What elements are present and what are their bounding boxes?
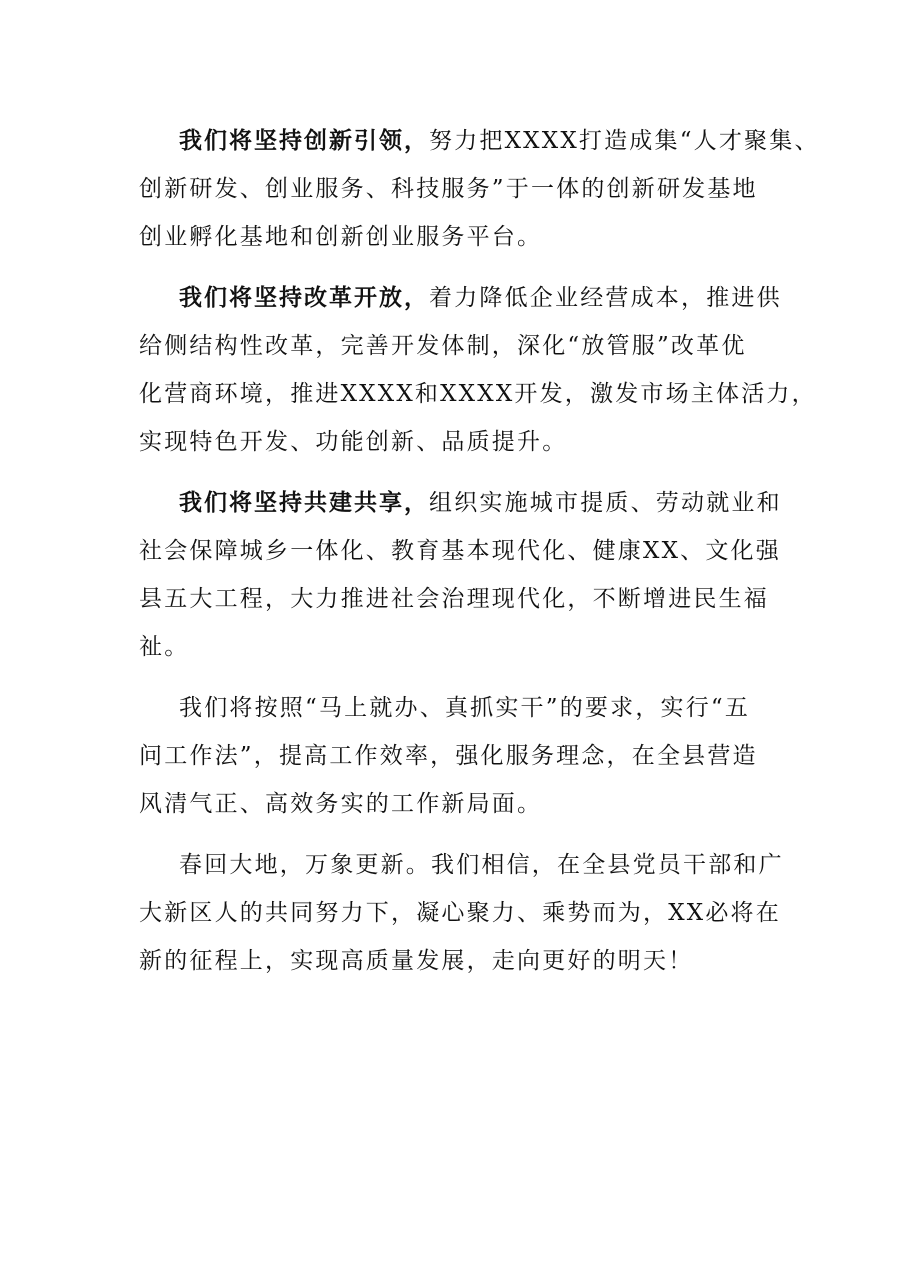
- text-line: 化营商环境，推进XXXX和XXXX开发，激发市场主体活力，: [139, 381, 817, 407]
- text-line: 社会保障城乡一体化、教育基本现代化、健康XX、文化强: [139, 538, 781, 564]
- paragraph-lead-bold: 我们将坚持创新引领，: [179, 127, 429, 154]
- paragraph-work-method: [139, 684, 779, 828]
- text-line: 创新研发、创业服务、科技服务”于一体的创新研发基地: [139, 176, 758, 202]
- text-line: 县五大工程，大力推进社会治理现代化，不断增进民生福: [139, 586, 769, 612]
- text-span: 努力把XXXX打造成集“人才聚集、: [429, 128, 820, 154]
- text-line: [139, 274, 782, 322]
- text-line: 新的征程上，实现高质量发展，走向更好的明天！: [139, 948, 694, 974]
- text-line: 创业孵化基地和创新创业服务平台。: [139, 224, 543, 250]
- text-line: 我们将按照“马上就办、真抓实干”的要求，实行“五: [179, 695, 751, 721]
- text-line: [139, 117, 820, 165]
- text-line: [139, 479, 782, 527]
- text-line: 问工作法”，提高工作效率，强化服务理念，在全县营造: [139, 743, 758, 769]
- text-span: 组织实施城市提质、劳动就业和: [429, 490, 782, 516]
- paragraph-conclusion: [139, 841, 784, 985]
- paragraph-innovation: [139, 117, 820, 261]
- paragraph-lead-bold: 我们将坚持共建共享，: [179, 489, 429, 516]
- text-line: 春回大地，万象更新。我们相信，在全县党员干部和广: [179, 852, 784, 878]
- text-line: 给侧结构性改革，完善开发体制，深化“放管服”改革优: [139, 333, 747, 359]
- paragraph-reform: [139, 274, 817, 466]
- text-line: 风清气正、高效务实的工作新局面。: [139, 791, 543, 817]
- text-line: 实现特色开发、功能创新、品质提升。: [139, 429, 568, 455]
- text-line: 大新区人的共同努力下，凝心聚力、乘势而为，XX必将在: [139, 900, 781, 926]
- document-body: [139, 117, 820, 998]
- paragraph-lead-bold: 我们将坚持改革开放，: [179, 284, 429, 311]
- paragraph-sharing: [139, 479, 782, 671]
- text-span: 着力降低企业经营成本，推进供: [429, 285, 782, 311]
- text-line: 祉。: [139, 634, 190, 660]
